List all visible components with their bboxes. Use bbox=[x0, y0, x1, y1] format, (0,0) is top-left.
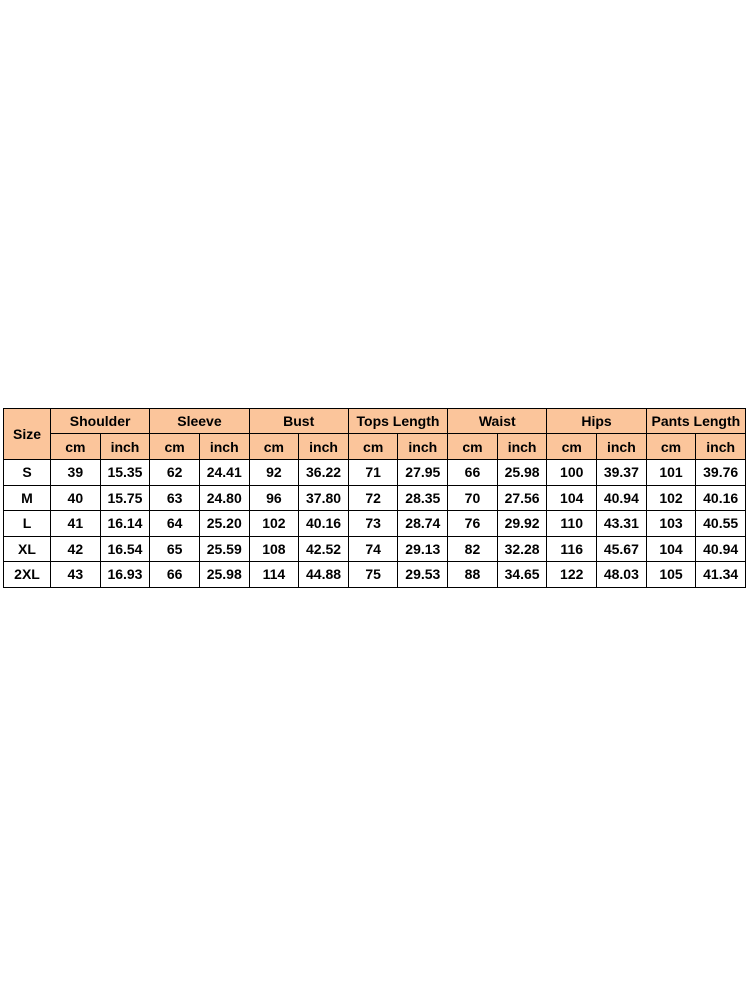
unit-inch: inch bbox=[497, 434, 547, 460]
table-row bbox=[4, 562, 746, 588]
table-cell: 116 bbox=[547, 536, 597, 562]
measurement-group-row bbox=[4, 409, 746, 434]
table-cell: 101 bbox=[646, 460, 696, 486]
table-cell: 73 bbox=[348, 511, 398, 537]
table-cell: 24.41 bbox=[199, 460, 249, 486]
unit-inch: inch bbox=[597, 434, 647, 460]
table-cell: 43 bbox=[51, 562, 101, 588]
table-cell: 48.03 bbox=[597, 562, 647, 588]
table-cell: 45.67 bbox=[597, 536, 647, 562]
table-cell: 36.22 bbox=[299, 460, 349, 486]
table-cell: 65 bbox=[150, 536, 200, 562]
table-cell: 16.14 bbox=[100, 511, 150, 537]
group-header-pants-length: Pants Length bbox=[646, 409, 745, 434]
table-cell: 16.54 bbox=[100, 536, 150, 562]
table-cell: 71 bbox=[348, 460, 398, 486]
table-cell: 44.88 bbox=[299, 562, 349, 588]
table-row bbox=[4, 536, 746, 562]
table-cell: 40.55 bbox=[696, 511, 746, 537]
group-header-shoulder: Shoulder bbox=[51, 409, 150, 434]
table-cell: 39 bbox=[51, 460, 101, 486]
table-cell: 41.34 bbox=[696, 562, 746, 588]
table-cell: 104 bbox=[547, 485, 597, 511]
table-cell: 102 bbox=[646, 485, 696, 511]
table-cell: 40.16 bbox=[299, 511, 349, 537]
table-cell: 104 bbox=[646, 536, 696, 562]
unit-inch: inch bbox=[398, 434, 448, 460]
unit-cm: cm bbox=[51, 434, 101, 460]
unit-row bbox=[4, 434, 746, 460]
unit-inch: inch bbox=[696, 434, 746, 460]
table-cell: 62 bbox=[150, 460, 200, 486]
table-cell: 16.93 bbox=[100, 562, 150, 588]
table-cell: 27.56 bbox=[497, 485, 547, 511]
table-cell: 105 bbox=[646, 562, 696, 588]
size-chart-body bbox=[4, 460, 746, 588]
size-label: S bbox=[4, 460, 51, 486]
table-cell: 42.52 bbox=[299, 536, 349, 562]
table-row bbox=[4, 460, 746, 486]
table-cell: 29.53 bbox=[398, 562, 448, 588]
size-label: L bbox=[4, 511, 51, 537]
size-label: M bbox=[4, 485, 51, 511]
table-cell: 37.80 bbox=[299, 485, 349, 511]
table-cell: 25.98 bbox=[497, 460, 547, 486]
table-cell: 25.98 bbox=[199, 562, 249, 588]
table-cell: 25.59 bbox=[199, 536, 249, 562]
size-header: Size bbox=[4, 409, 51, 460]
unit-inch: inch bbox=[199, 434, 249, 460]
group-header-bust: Bust bbox=[249, 409, 348, 434]
table-cell: 96 bbox=[249, 485, 299, 511]
group-header-tops-length: Tops Length bbox=[348, 409, 447, 434]
table-cell: 100 bbox=[547, 460, 597, 486]
table-cell: 43.31 bbox=[597, 511, 647, 537]
table-cell: 110 bbox=[547, 511, 597, 537]
table-cell: 108 bbox=[249, 536, 299, 562]
table-cell: 75 bbox=[348, 562, 398, 588]
table-cell: 92 bbox=[249, 460, 299, 486]
table-cell: 29.92 bbox=[497, 511, 547, 537]
table-cell: 66 bbox=[150, 562, 200, 588]
unit-inch: inch bbox=[299, 434, 349, 460]
table-cell: 39.76 bbox=[696, 460, 746, 486]
table-cell: 24.80 bbox=[199, 485, 249, 511]
unit-cm: cm bbox=[646, 434, 696, 460]
table-cell: 70 bbox=[448, 485, 498, 511]
unit-cm: cm bbox=[249, 434, 299, 460]
table-row bbox=[4, 485, 746, 511]
size-label: 2XL bbox=[4, 562, 51, 588]
size-chart-header bbox=[4, 409, 746, 460]
table-cell: 40.94 bbox=[597, 485, 647, 511]
table-cell: 40.94 bbox=[696, 536, 746, 562]
table-cell: 76 bbox=[448, 511, 498, 537]
table-cell: 74 bbox=[348, 536, 398, 562]
unit-cm: cm bbox=[448, 434, 498, 460]
table-cell: 64 bbox=[150, 511, 200, 537]
group-header-hips: Hips bbox=[547, 409, 646, 434]
table-cell: 82 bbox=[448, 536, 498, 562]
unit-cm: cm bbox=[150, 434, 200, 460]
table-cell: 28.74 bbox=[398, 511, 448, 537]
table-cell: 72 bbox=[348, 485, 398, 511]
table-cell: 34.65 bbox=[497, 562, 547, 588]
table-cell: 40.16 bbox=[696, 485, 746, 511]
table-cell: 63 bbox=[150, 485, 200, 511]
table-cell: 42 bbox=[51, 536, 101, 562]
table-cell: 32.28 bbox=[497, 536, 547, 562]
table-row bbox=[4, 511, 746, 537]
unit-cm: cm bbox=[547, 434, 597, 460]
table-cell: 27.95 bbox=[398, 460, 448, 486]
table-cell: 25.20 bbox=[199, 511, 249, 537]
group-header-waist: Waist bbox=[448, 409, 547, 434]
table-cell: 15.35 bbox=[100, 460, 150, 486]
table-cell: 40 bbox=[51, 485, 101, 511]
size-chart-table bbox=[3, 408, 746, 588]
table-cell: 41 bbox=[51, 511, 101, 537]
table-cell: 88 bbox=[448, 562, 498, 588]
table-cell: 103 bbox=[646, 511, 696, 537]
table-cell: 39.37 bbox=[597, 460, 647, 486]
table-cell: 28.35 bbox=[398, 485, 448, 511]
table-cell: 66 bbox=[448, 460, 498, 486]
unit-cm: cm bbox=[348, 434, 398, 460]
table-cell: 15.75 bbox=[100, 485, 150, 511]
table-cell: 102 bbox=[249, 511, 299, 537]
table-cell: 29.13 bbox=[398, 536, 448, 562]
group-header-sleeve: Sleeve bbox=[150, 409, 249, 434]
size-label: XL bbox=[4, 536, 51, 562]
unit-inch: inch bbox=[100, 434, 150, 460]
table-cell: 114 bbox=[249, 562, 299, 588]
table-cell: 122 bbox=[547, 562, 597, 588]
